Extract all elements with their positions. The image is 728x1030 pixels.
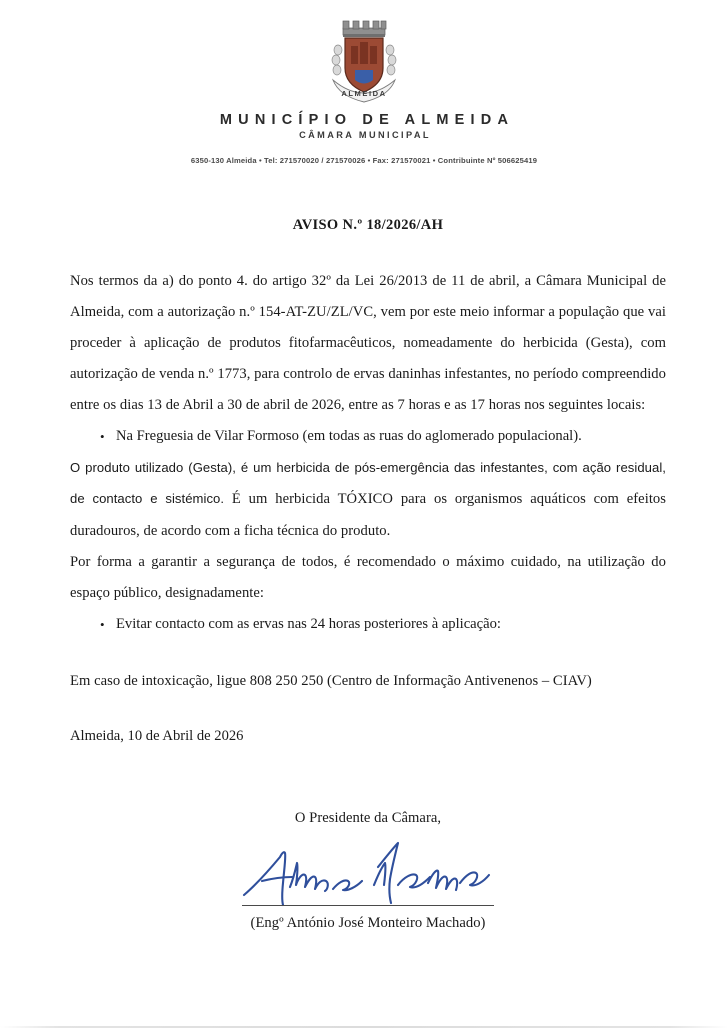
svg-text:ALMEIDA: ALMEIDA <box>341 89 387 98</box>
paragraph-safety: Por forma a garantir a segurança de todos, é recomendado o máximo cuidado, na utilização do espaço público, designadamente: <box>70 554 666 601</box>
coat-of-arms-icon <box>325 14 403 106</box>
locations-list <box>70 421 666 452</box>
paragraph-emergency: Em caso de intoxicação, ligue 808 250 250 (Centro de Informação Antivenenos – CIAV) <box>70 673 592 689</box>
paragraph-product-sans-part: O produto utilizado (Gesta), é um herbicida de pós-emergência das infestantes, com ação residual, de contacto e sistémico. <box>70 460 666 506</box>
place-and-date: Almeida, 10 de Abril de 2026 <box>70 728 244 744</box>
list-item: • Evitar contacto com as ervas nas 24 horas posteriores à aplicação: <box>116 609 666 640</box>
paragraph-product-serif-part: É um herbicida TÓXICO para os organismos aquáticos com efeitos duradouros, de acordo com a ficha técnica do produto. <box>70 491 666 539</box>
signature-rule <box>242 905 494 906</box>
handwritten-signature-icon <box>238 833 498 911</box>
organization-name: MUNICÍPIO DE ALMEIDA <box>219 112 515 128</box>
signatory-name: (Engº António José Monteiro Machado) <box>250 915 486 931</box>
document-body <box>70 217 666 932</box>
signature-title: O Presidente da Câmara, <box>294 810 442 826</box>
paragraph-intro: Nos termos da a) do ponto 4. do artigo 32º da Lei 26/2013 de 11 de abril, a Câmara Municipal de Almeida, com a autorização n.º 154-AT-ZU/ZL/VC, vem por este meio informar a população que vai proceder à aplicação de produtos fitofarmacêuticos, nomeadamente do herbicida (Gesta), com autorização de venda n.º 1773, para controlo de ervas daninhas infestantes, no período compreendido entre os dias 13 de Abril a 30 de abril de 2026, entre as 7 horas e as 17 horas nos seguintes locais: <box>70 273 666 413</box>
notice-title: AVISO N.º 18/2026/AH <box>292 217 444 233</box>
recommendations-list <box>70 609 666 640</box>
document-header <box>0 0 728 165</box>
list-item: • Na Freguesia de Vilar Formoso (em todas as ruas do aglomerado populacional). <box>116 421 666 452</box>
signature-block <box>70 810 666 932</box>
signature-area <box>70 827 666 913</box>
crest-container <box>0 14 728 106</box>
contact-info-line: 6350-130 Almeida • Tel: 271570020 / 271570026 • Fax: 271570021 • Contribuinte Nº 506625419 <box>190 156 538 165</box>
paragraph-product <box>70 452 666 547</box>
organization-subtitle: CÂMARA MUNICIPAL <box>299 130 431 140</box>
scan-edge-artifact <box>0 1026 728 1028</box>
